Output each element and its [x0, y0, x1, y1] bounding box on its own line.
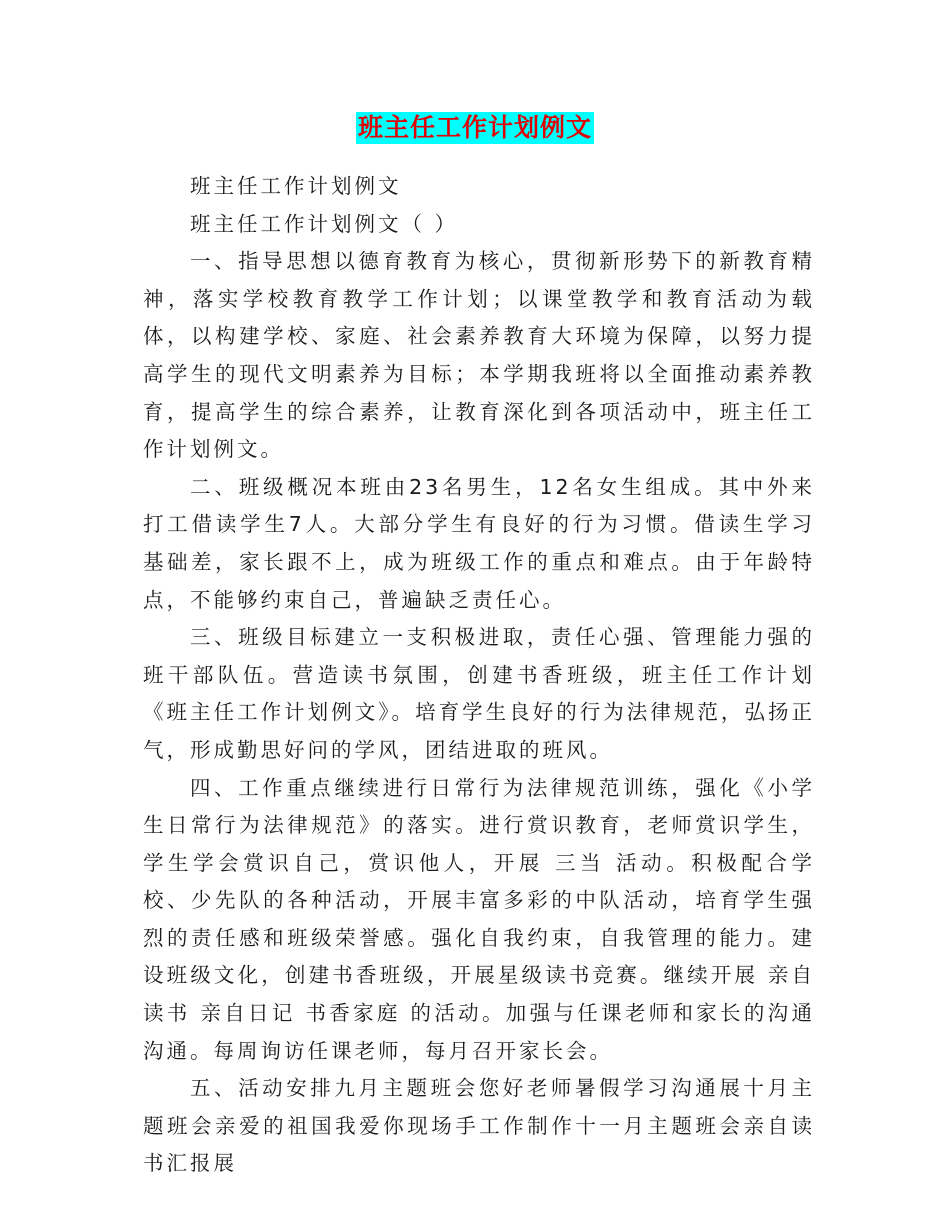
paragraph-subtitle-2: 班主任工作计划例文（ ）	[190, 211, 459, 236]
paragraph-class-overview: 二、班级概况本班由23名男生，12名女生组成。其中外来打工借读学生7人。大部分学生有良好的行为习惯。借读生学习基础差，家长跟不上，成为班级工作的重点和难点。由于年龄特点，不能够约束自己，普遍缺乏责任心。	[143, 474, 815, 612]
document-body	[143, 168, 815, 1183]
paragraph-work-focus: 四、工作重点继续进行日常行为法律规范训练，强化《小学生日常行为法律规范》的落实。进行赏识教育，老师赏识学生，学生学会赏识自己，赏识他人，开展 三当 活动。积极配合学校、少先队的各种活动，开展丰富多彩的中队活动，培育学生强烈的责任感和班级荣誉感。强化自我约束，自我管理的能力。建设班级文化，创建书香班级，开展星级读书竞赛。继续开展 亲自读书 亲自日记 书香家庭 的活动。加强与任课老师和家长的沟通沟通。每周询访任课老师，每月召开家长会。	[143, 775, 815, 1063]
paragraph-activity-schedule: 五、活动安排九月主题班会您好老师暑假学习沟通展十月主题班会亲爱的祖国我爱你现场手工作制作十一月主题班会亲自读书汇报展	[143, 1076, 815, 1176]
paragraph-guiding-thought: 一、指导思想以德育教育为核心，贯彻新形势下的新教育精神，落实学校教育教学工作计划；以课堂教学和教育活动为载体，以构建学校、家庭、社会素养教育大环境为保障，以努力提高学生的现代文明素养为目标；本学期我班将以全面推动素养教育，提高学生的综合素养，让教育深化到各项活动中，班主任工作计划例文。	[143, 249, 815, 462]
paragraph-subtitle: 班主任工作计划例文	[190, 174, 402, 198]
paragraph-class-goals: 三、班级目标建立一支积极进取，责任心强、管理能力强的班干部队伍。营造读书氛围，创建书香班级，班主任工作计划《班主任工作计划例文》。培育学生良好的行为法律规范，弘扬正气，形成勤思好问的学风，团结进取的班风。	[143, 625, 815, 762]
title-container	[0, 112, 950, 144]
document-title: 班主任工作计划例文	[357, 113, 592, 142]
